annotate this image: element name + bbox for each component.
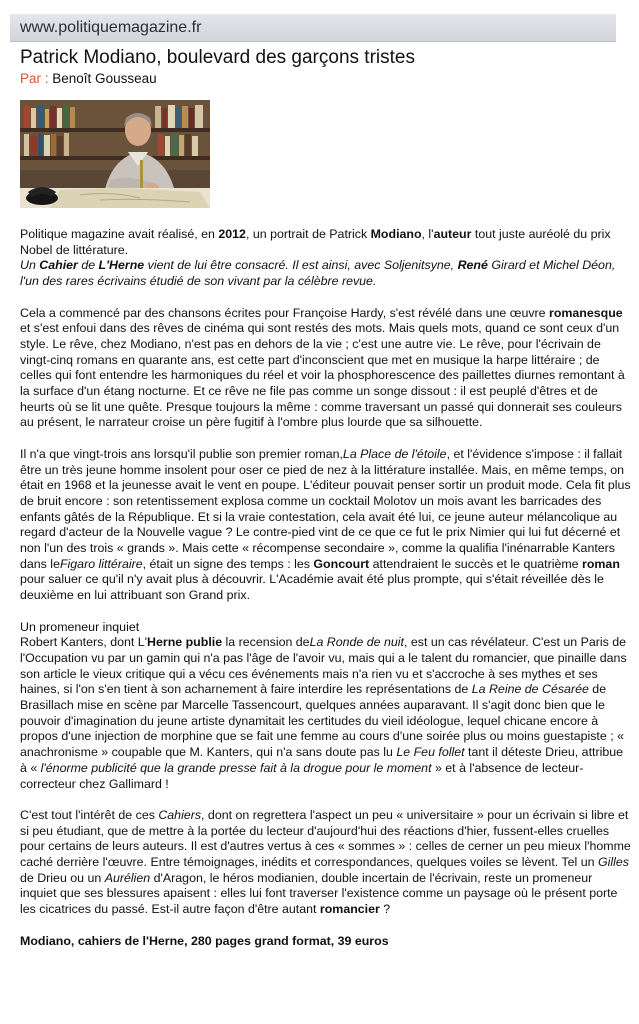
subhead: Un promeneur inquiet <box>20 619 140 634</box>
site-url[interactable]: www.politiquemagazine.fr <box>20 19 202 36</box>
byline-prefix: Par : <box>20 71 49 86</box>
paragraph-4: C'est tout l'intérêt de ces Cahiers, dont on regrettera l'aspect un peu « universitaire » pour un écrivain si libre et si peu étudiant, que de mettre à la portée du lecteur d'aujourd'hui des réactions d'hier, fussent-elles cruelles pour certains de leurs auteurs. Il est d'autres vertus à ces « sommes » : celles de cerner un peu mieux l'homme caché derrière l'œuvre. Entre témoignages, inédits et correspondances, quelques voiles se lèvent. Tel un Gilles de Drieu ou un Aurélien d'Aragon, le héros modianien, double incertain de l'écrivain, reste un promeneur inquiet que ses blessures apaisent : elles lui font traverser l'existence comme un paysage où le présent porte les cicatrices du passé. Est-il autre façon d'être autant romancier ? <box>20 807 631 917</box>
portrait-photo-icon <box>20 100 210 208</box>
byline <box>20 70 632 88</box>
site-url-bar[interactable] <box>10 14 616 42</box>
paragraph-2: Il n'a que vingt-trois ans lorsqu'il publie son premier roman,La Place de l'étoile, et l'évidence s'impose : il fallait être un très jeune homme insolent pour oser ce pied de nez à la littérature installée. Mais, en même temps, on était en 1968 et la jeunesse avait le vent en poupe. L'éditeur pouvait penser sortir un produit mode. Cela fit plus de bruit encore : son retentissement explosa comme un cocktail Molotov un mois avant les barricades des enfants gâtés de la République. Et si la vraie contestation, cela avait été lui, ce jeune auteur mélancolique au regard d'acteur de la Nouvelle vague ? Le contre-pied vint de ce que ce fut le prix Nimier qui lui fut décerné et non l'un des trois « grands ». Mais cette « récompense secondaire », comme la qualifia l'inénarrable Kanters dans leFigaro littéraire, était un signe des temps : les Goncourt attendraient le succès et le quatrième roman pour saluer ce qu'il n'y avait plus à découvrir. L'Académie avait été plus prompte, qui s'était réveillée dès le deuxième en lui attribuant son Grand prix. <box>20 446 631 603</box>
intro-paragraph: Politique magazine avait réalisé, en 2012, un portrait de Patrick Modiano, l'auteur tout juste auréolé du prix Nobel de littérature. <box>20 227 611 257</box>
book-reference: Modiano, cahiers de l'Herne, 280 pages grand format, 39 euros <box>20 933 389 948</box>
article-body <box>20 227 632 949</box>
paragraph-3: Robert Kanters, dont L'Herne publie la recension deLa Ronde de nuit, est un cas révélateur. C'est un Paris de l'Occupation vu par un gamin qui n'a pas l'âge de l'avoir vu, mais qui a le talent du romancier, que pinaille dans son article le vieux critique qui a vécu ces événements mais n'a rien vu et s'accroche à ses mythes et ses haines, si l'on s'en tient à son acharnement à faire interdire les représentations de La Reine de Césarée de Brasillach mise en scène par Marcelle Tassencourt, quelques années auparavant. Il s'agit donc bien que le pouvoir d'imagination du jeune artiste dynamitait les certitudes du vieil idéologue, lequel chicane encore à propos d'une injection de morphine que se fait une femme au cours d'une soirée plus ou moins guestapiste ; « anachronisme » coupable que M. Kanters, qui n'a sans doute pas lu Le Feu follet tant il déteste Drieu, attribue à « l'énorme publicité que la grande presse fait à la drogue pour le moment » et à l'absence de lecteur-correcteur chez Gallimard ! <box>20 635 627 791</box>
portrait-photo <box>20 100 210 208</box>
article <box>20 46 632 949</box>
byline-author: Benoît Gousseau <box>52 71 157 86</box>
article-title: Patrick Modiano, boulevard des garçons tristes <box>20 47 415 68</box>
intro-italic-paragraph: Un Cahier de L'Herne vient de lui être consacré. Il est ainsi, avec Soljenitsyne, René Girard et Michel Déon, l'un des rares écrivains étudié de son vivant par la célèbre revue. <box>20 258 616 289</box>
paragraph-1: Cela a commencé par des chansons écrites pour Françoise Hardy, s'est révélé dans une œuvre romanesque et s'est enfoui dans des rêves de cinéma qui sont restés des mots. Mais quels mots, quand ce sont ceux d'un style. Le rêve, chez Modiano, n'est pas en dehors de la vie ; c'est une autre vie. Le rêve, pour l'écrivain de vingt-cinq romans en quarante ans, est cette part d'inconscient que met en musique la harpe littéraire ; de celles qui font entendre les harmoniques du réel et voir la phosphorescence des paillettes diurnes remontant à la surface d'un étang nocturne. Et ce rêve ne file pas comme un songe dissout : il est peuplé d'êtres et de heurts où se lit une quête. Presque toujours la même : comme traversant un passé qui donnerait ses couleurs au présent, le narrateur croise un père fugitif à l'ombre plus lourde que sa silhouette. <box>20 305 625 430</box>
